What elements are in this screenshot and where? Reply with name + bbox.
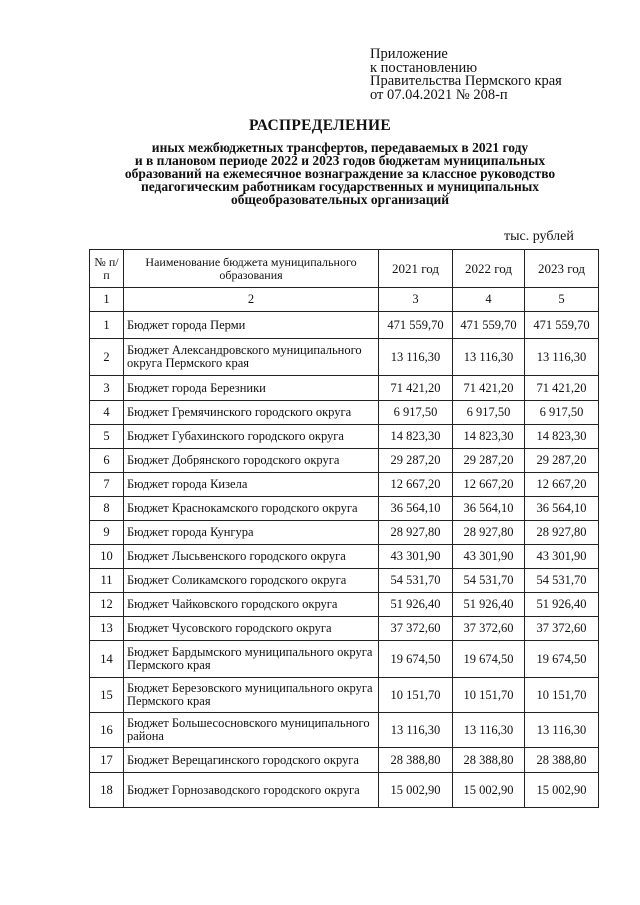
value-2021: 29 287,20 (379, 449, 453, 473)
row-num: 7 (90, 473, 124, 497)
row-name: Бюджет Соликамского городского округа (124, 569, 379, 593)
value-2023: 71 421,20 (525, 376, 599, 401)
value-2023: 471 559,70 (525, 312, 599, 339)
table-row (90, 521, 599, 545)
row-num: 4 (90, 401, 124, 425)
value-2022: 28 388,80 (453, 748, 525, 773)
subtitle-line: образований на ежемесячное вознаграждение за классное руководство (124, 166, 556, 181)
table-row (90, 678, 599, 713)
value-2022: 13 116,30 (453, 713, 525, 748)
appendix-line: Приложение (370, 46, 448, 62)
value-2021: 471 559,70 (379, 312, 453, 339)
column-index: 2 (124, 288, 379, 312)
row-name: Бюджет Верещагинского городского округа (124, 748, 379, 773)
value-2022: 15 002,90 (453, 773, 525, 808)
value-2021: 51 926,40 (379, 593, 453, 617)
value-2023: 19 674,50 (525, 641, 599, 678)
row-num: 6 (90, 449, 124, 473)
units-label: тыс. рублей (504, 229, 574, 244)
value-2021: 19 674,50 (379, 641, 453, 678)
value-2021: 28 388,80 (379, 748, 453, 773)
subtitle-line: иных межбюджетных трансфертов, передаваемых в 2021 году (151, 140, 529, 155)
table-row (90, 497, 599, 521)
value-2023: 13 116,30 (525, 713, 599, 748)
table-row (90, 773, 599, 808)
value-2023: 51 926,40 (525, 593, 599, 617)
appendix-line: к постановлению (370, 59, 478, 76)
row-num: 10 (90, 545, 124, 569)
value-2023: 13 116,30 (525, 339, 599, 376)
row-name: Бюджет Александровского муниципального округа Пермского края (124, 339, 379, 376)
value-2023: 28 927,80 (525, 521, 599, 545)
row-num: 18 (90, 773, 124, 808)
row-num: 11 (90, 569, 124, 593)
row-num: 14 (90, 641, 124, 678)
table-row (90, 401, 599, 425)
row-name: Бюджет Добрянского городского округа (124, 449, 379, 473)
table-row (90, 376, 599, 401)
value-2023: 43 301,90 (525, 545, 599, 569)
value-2021: 13 116,30 (379, 339, 453, 376)
value-2022: 471 559,70 (453, 312, 525, 339)
value-2022: 19 674,50 (453, 641, 525, 678)
column-index: 4 (453, 288, 525, 312)
value-2022: 37 372,60 (453, 617, 525, 641)
column-index: 3 (379, 288, 453, 312)
value-2023: 54 531,70 (525, 569, 599, 593)
value-2022: 6 917,50 (453, 401, 525, 425)
value-2022: 51 926,40 (453, 593, 525, 617)
table-row (90, 545, 599, 569)
row-num: 3 (90, 376, 124, 401)
row-num: 8 (90, 497, 124, 521)
row-name: Бюджет Чайковского городского округа (124, 593, 379, 617)
value-2021: 37 372,60 (379, 617, 453, 641)
value-2023: 12 667,20 (525, 473, 599, 497)
value-2021: 14 823,30 (379, 425, 453, 449)
table-row (90, 425, 599, 449)
table-row (90, 617, 599, 641)
row-name: Бюджет города Перми (124, 312, 379, 339)
value-2021: 28 927,80 (379, 521, 453, 545)
header-2023: 2023 год (525, 250, 599, 288)
appendix-line: Правительства Пермского края (370, 73, 562, 89)
value-2022: 13 116,30 (453, 339, 525, 376)
row-num: 13 (90, 617, 124, 641)
row-num: 2 (90, 339, 124, 376)
column-index: 5 (525, 288, 599, 312)
value-2023: 29 287,20 (525, 449, 599, 473)
row-name: Бюджет Чусовского городского округа (124, 617, 379, 641)
value-2021: 6 917,50 (379, 401, 453, 425)
value-2023: 37 372,60 (525, 617, 599, 641)
value-2023: 14 823,30 (525, 425, 599, 449)
value-2021: 12 667,20 (379, 473, 453, 497)
row-num: 1 (90, 312, 124, 339)
column-index: 1 (90, 288, 124, 312)
row-name: Бюджет города Березники (124, 376, 379, 401)
subtitle-line: и в плановом периоде 2022 и 2023 годов бюджетам муниципальных (134, 153, 546, 168)
table-row (90, 312, 599, 339)
value-2021: 54 531,70 (379, 569, 453, 593)
table-row (90, 593, 599, 617)
row-name: Бюджет Горнозаводского городского округа (124, 773, 379, 808)
value-2023: 6 917,50 (525, 401, 599, 425)
appendix-line: от 07.04.2021 № 208-п (370, 86, 508, 103)
row-name: Бюджет Краснокамского городского округа (124, 497, 379, 521)
row-num: 15 (90, 678, 124, 713)
value-2022: 43 301,90 (453, 545, 525, 569)
value-2022: 71 421,20 (453, 376, 525, 401)
budget-table (89, 249, 599, 808)
row-name: Бюджет города Кунгура (124, 521, 379, 545)
row-num: 16 (90, 713, 124, 748)
value-2021: 10 151,70 (379, 678, 453, 713)
value-2023: 36 564,10 (525, 497, 599, 521)
value-2021: 36 564,10 (379, 497, 453, 521)
row-num: 5 (90, 425, 124, 449)
row-name: Бюджет Большесосновского муниципального района (124, 713, 379, 748)
table-row (90, 569, 599, 593)
table-row (90, 641, 599, 678)
table-header-row (90, 250, 599, 288)
value-2023: 28 388,80 (525, 748, 599, 773)
value-2022: 14 823,30 (453, 425, 525, 449)
value-2022: 28 927,80 (453, 521, 525, 545)
document-subtitle (60, 141, 620, 206)
value-2023: 10 151,70 (525, 678, 599, 713)
value-2021: 71 421,20 (379, 376, 453, 401)
row-num: 12 (90, 593, 124, 617)
table-row (90, 339, 599, 376)
appendix-block (370, 48, 562, 102)
row-name: Бюджет Лысьвенского городского округа (124, 545, 379, 569)
table-row (90, 748, 599, 773)
table-row (90, 473, 599, 497)
value-2022: 29 287,20 (453, 449, 525, 473)
row-name: Бюджет Гремячинского городского округа (124, 401, 379, 425)
table-row (90, 449, 599, 473)
header-2022: 2022 год (453, 250, 525, 288)
row-num: 17 (90, 748, 124, 773)
value-2022: 10 151,70 (453, 678, 525, 713)
value-2021: 13 116,30 (379, 713, 453, 748)
header-2021: 2021 год (379, 250, 453, 288)
column-index-row (90, 288, 599, 312)
value-2022: 12 667,20 (453, 473, 525, 497)
value-2023: 15 002,90 (525, 773, 599, 808)
row-name: Бюджет Бардымского муниципального округа Пермского края (124, 641, 379, 678)
subtitle-line: общеобразовательных организаций (230, 192, 450, 207)
header-name: Наименование бюджета муниципального образования (124, 250, 379, 288)
value-2022: 54 531,70 (453, 569, 525, 593)
table-row (90, 713, 599, 748)
row-name: Бюджет города Кизела (124, 473, 379, 497)
row-name: Бюджет Березовского муниципального округа Пермского края (124, 678, 379, 713)
header-num: № п/п (90, 250, 124, 288)
value-2022: 36 564,10 (453, 497, 525, 521)
row-num: 9 (90, 521, 124, 545)
document-title: РАСПРЕДЕЛЕНИЕ (249, 117, 391, 134)
value-2021: 43 301,90 (379, 545, 453, 569)
value-2021: 15 002,90 (379, 773, 453, 808)
subtitle-line: педагогическим работникам государственных и муниципальных (140, 179, 540, 194)
row-name: Бюджет Губахинского городского округа (124, 425, 379, 449)
